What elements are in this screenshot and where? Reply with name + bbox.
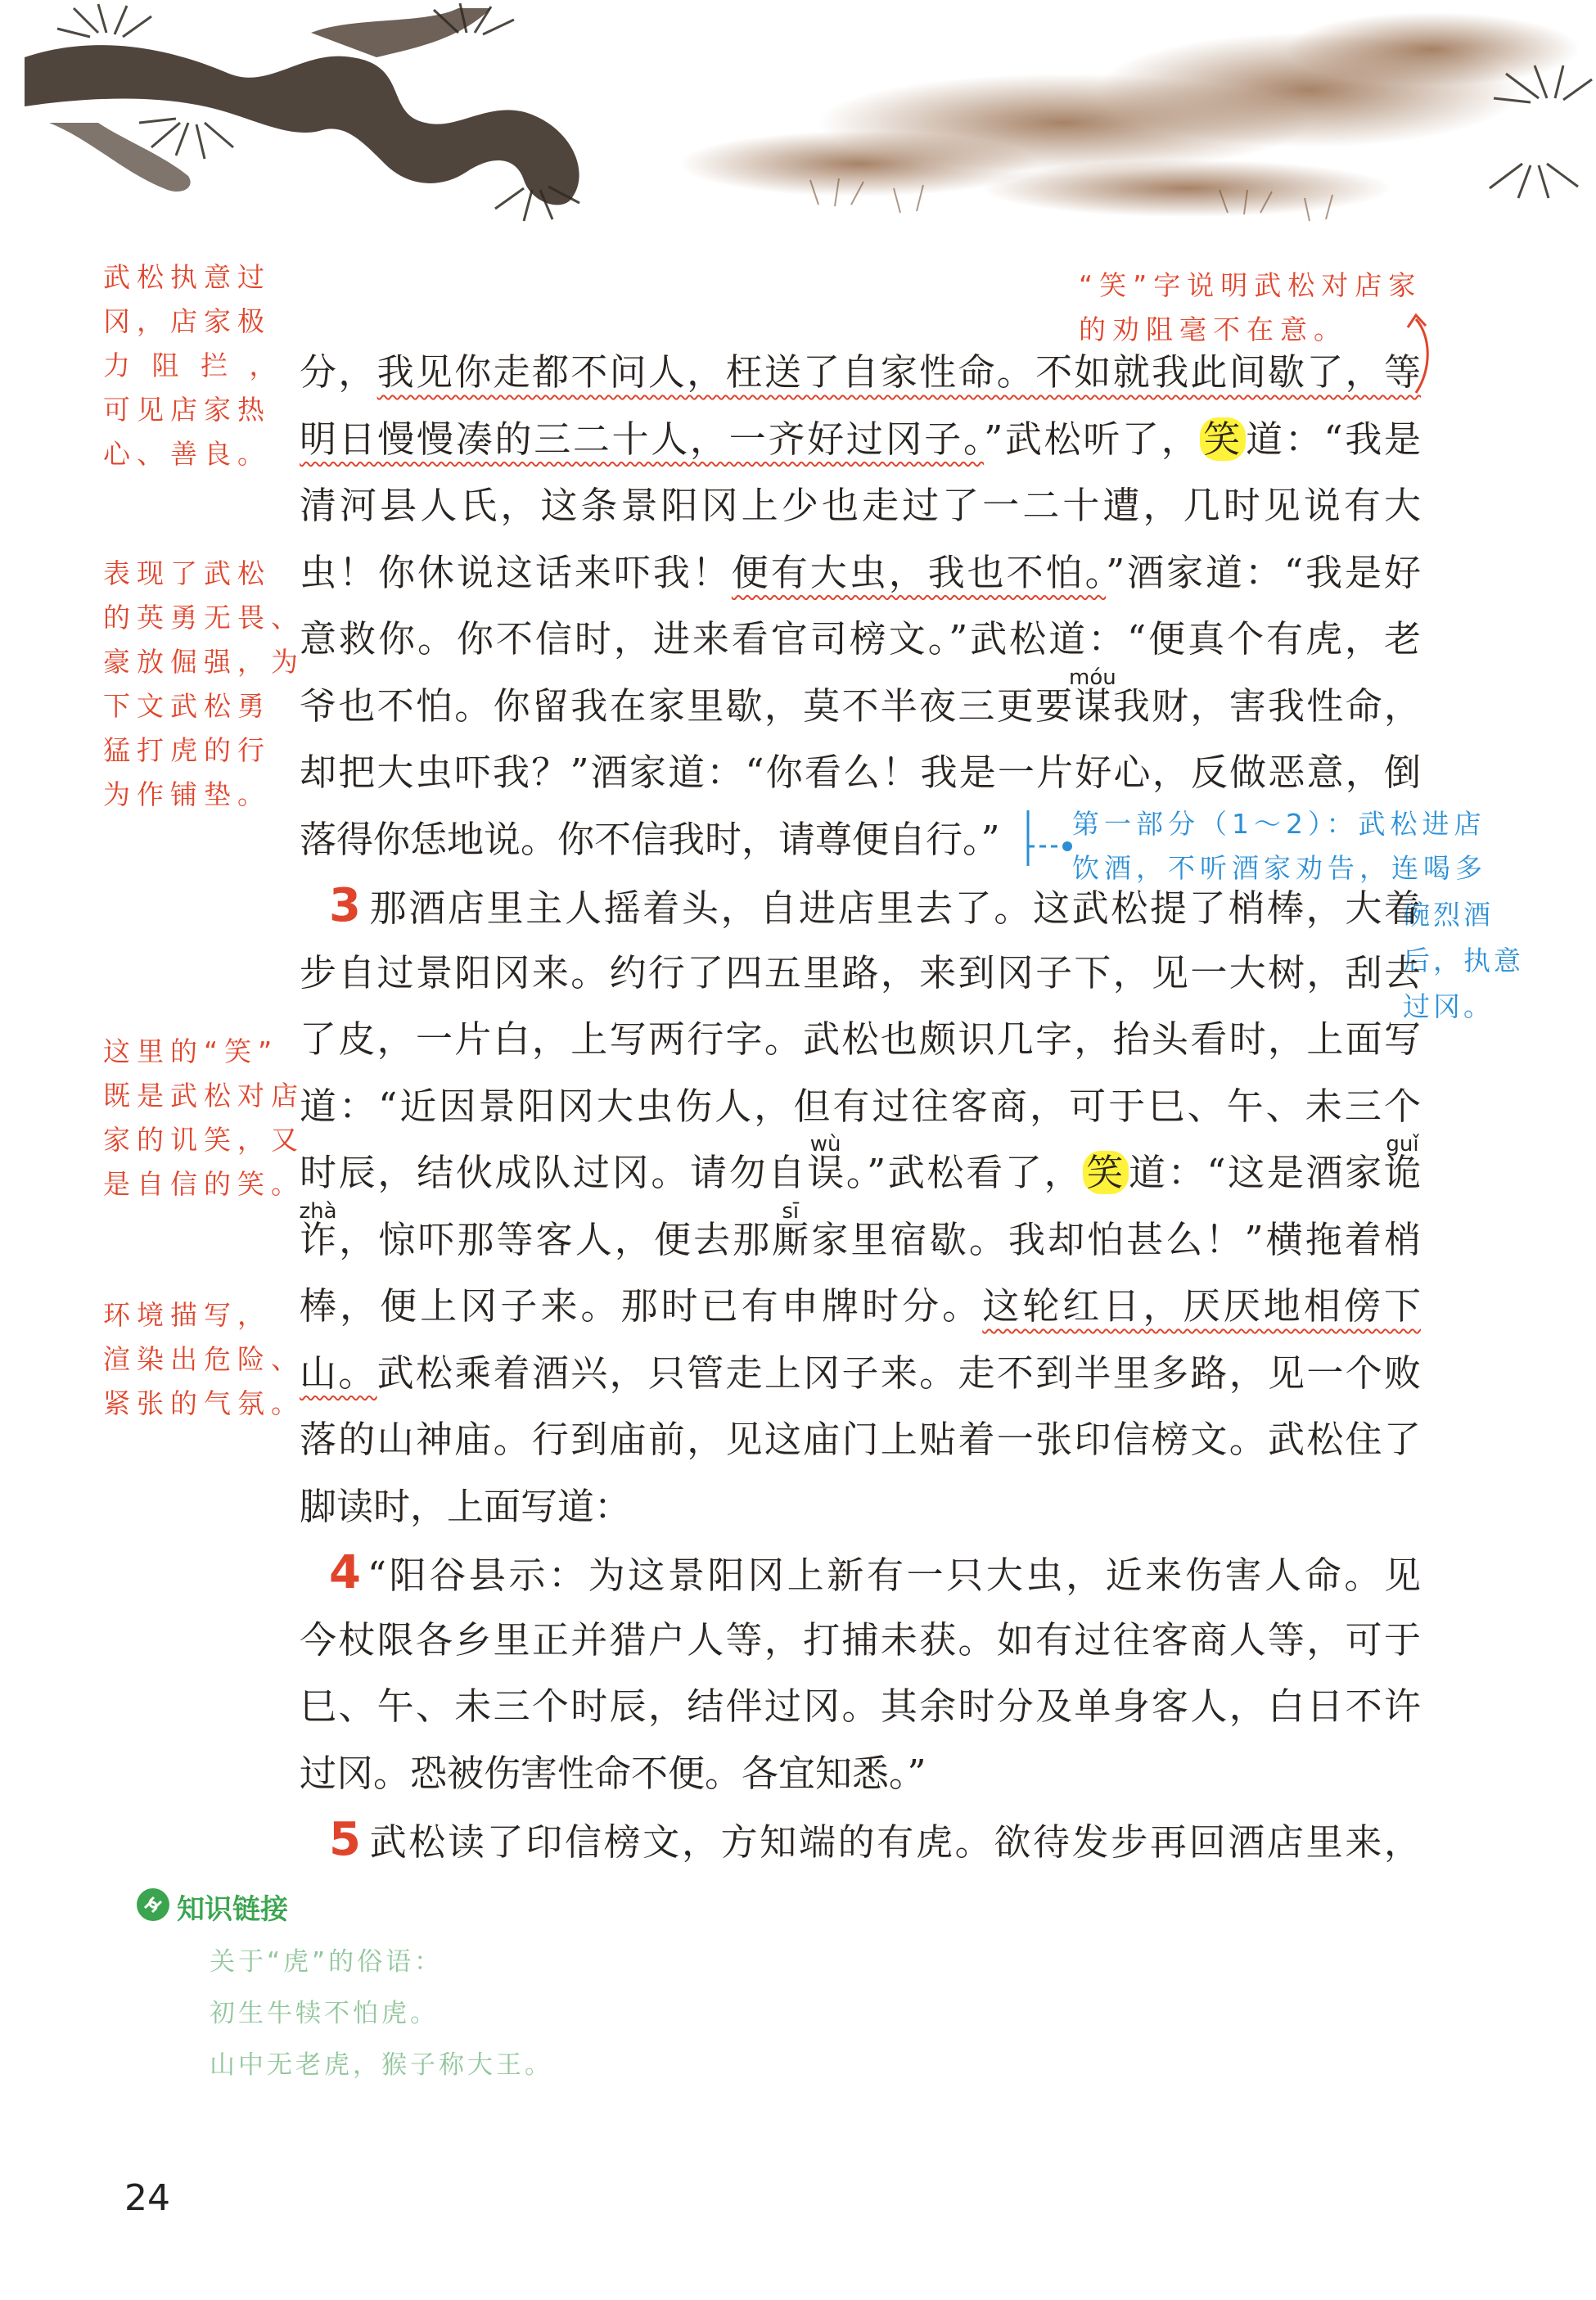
text-line [300, 1806, 1421, 1874]
highlight-laugh: 笑 [1200, 417, 1246, 461]
note-line: “笑”字说明武松对店家 [1079, 269, 1422, 301]
text-line: 了皮，一片白，上写两行字。武松也颇识几字，抬头看时，上面写 [300, 1017, 1421, 1061]
note-line: 冈，店家极 [103, 305, 271, 337]
note-laugh-irony [103, 1030, 304, 1206]
note-section-one-tail [1403, 892, 1524, 1030]
note-line: 过冈。 [1403, 990, 1494, 1022]
page-number: 24 [124, 2177, 170, 2219]
note-wusong-brave [103, 552, 304, 817]
text-line: 时辰，结伙成队过冈。请勿自 wù 误。”武松看了，笑道：“这是酒家 guǐ 诡 [300, 1139, 1421, 1206]
text-line: 过冈。恐被伤害性命不便。各宜知悉。” [300, 1751, 926, 1795]
paragraph-number: 3 [329, 879, 361, 932]
text-line: 今杖限各乡里正并猎户人等，打捕未获。如有过往客商人等，可于 [300, 1617, 1421, 1662]
text-line [300, 873, 1421, 940]
note-line: 力 阻 拦 ， [103, 350, 283, 381]
pinyin: móu [1069, 665, 1116, 690]
note-line: 渲染出危险、 [103, 1343, 304, 1375]
text-line: 棒，便上冈子来。那时已有申牌时分。这轮红日，厌厌地相傍下 [300, 1284, 1421, 1328]
paragraph-2-continued [300, 339, 1421, 873]
text-line: 却把大虫吓我？”酒家道：“你看么！我是一片好心，反做恶意，倒 [300, 751, 1421, 794]
note-line: 碗烈酒 [1403, 899, 1494, 931]
text-line: 明日慢慢凑的三二十人，一齐好过冈子。”武松听了，笑道：“我是 [300, 417, 1421, 461]
text-line: 步自过景阳冈来。约行了四五里路，来到冈子下，见一大树，刮去 [300, 950, 1421, 994]
text-line: 分，我见你走都不问人，枉送了自家性命。不如就我此间歇了，等 [300, 350, 1421, 394]
note-line: 这里的“笑” [103, 1035, 279, 1067]
note-line: 环境描写， [103, 1299, 271, 1331]
paragraph-number: 4 [329, 1546, 361, 1599]
pinyin: sī [782, 1198, 800, 1224]
note-line: 的劝阻毫不在意。 [1079, 313, 1347, 345]
text-line: 虫！你休说这话来吓我！便有大虫，我也不怕。”酒家道：“我是好 [300, 550, 1421, 594]
note-line: 为作铺垫。 [103, 778, 271, 810]
text-line: 山。武松乘着酒兴，只管走上冈子来。走不到半里多路，见一个败 [300, 1351, 1421, 1395]
note-line: 第一部分（1～2）：武松进店 [1072, 808, 1486, 840]
note-line: 心、善良。 [103, 438, 271, 470]
paragraph-5 [300, 1806, 1421, 1874]
proverb-line: 初生牛犊不怕虎。 [210, 1999, 439, 2028]
text-line: 落得你恁地说。你不信我时，请尊便自行。” [300, 817, 1000, 861]
line-text: “阳谷县示：为这景阳冈上新有一只大虫，近来伤害人命。见 [367, 1554, 1421, 1597]
proverb-line: 关于“虎”的俗语： [210, 1947, 444, 1977]
text-line: 脚读时，上面写道： [300, 1484, 632, 1528]
note-line: 既是武松对店 [103, 1080, 304, 1112]
pinyin-annotated-char: móu 谋 [1074, 673, 1111, 740]
line-text: 那酒店里主人摇着头，自进店里去了。这武松提了梢棒，大着 [367, 886, 1421, 930]
note-innkeeper-kind [103, 255, 282, 476]
proverb-line: 山中无老虎，猴子称大王。 [210, 2050, 553, 2080]
note-environment [103, 1293, 304, 1426]
text-line: 意救你。你不信时，进来看官司榜文。”武松道：“便真个有虎，老 [300, 617, 1421, 661]
text-line: 清河县人氏，这条景阳冈上少也走过了一二十遭，几时见说有大 [300, 484, 1421, 527]
paragraph-4 [300, 1540, 1421, 1806]
link-icon [135, 1887, 171, 1923]
pinyin-annotated-char: guǐ 诡 [1384, 1139, 1421, 1206]
text-line: 道：“近因景阳冈大虫伤人，但有过往客商，可于巳、午、未三个 [300, 1084, 1421, 1128]
note-line: 的英勇无畏、 [103, 602, 304, 634]
text-line: 巳、午、未三个时辰，结伴过冈。其余时分及单身客人，白日不许 [300, 1684, 1421, 1728]
note-line: 武松执意过 [103, 261, 271, 293]
line-text: 武松读了印信榜文，方知端的有虎。欲待发步再回酒店里来， [367, 1820, 1421, 1864]
pinyin-annotated-char: zhà 诈 [300, 1206, 336, 1274]
note-line: 家的讥笑，又 [103, 1124, 304, 1156]
highlight-laugh: 笑 [1083, 1151, 1129, 1194]
text-line: zhà 诈，惊吓那等客人，便去那 sī 厮家里宿歇。我却怕甚么！”横拖着梢 [300, 1206, 1421, 1274]
note-line: 饮酒，不听酒家劝告，连喝多 [1072, 852, 1487, 884]
ink-landscape-painting [0, 0, 1596, 270]
note-line: 下文武松勇 [103, 690, 271, 722]
knowledge-link-title: 知识链接 [177, 1893, 288, 1926]
note-line: 紧张的气氛。 [103, 1387, 304, 1419]
note-line: 表现了武松 [103, 557, 271, 589]
paragraph-number: 5 [329, 1813, 361, 1866]
text-line [300, 1540, 1421, 1607]
pinyin: wù [809, 1132, 841, 1157]
text-line: 落的山神庙。行到庙前，见这庙门上贴着一张印信榜文。武松住了 [300, 1418, 1421, 1461]
knowledge-link-content [210, 1937, 553, 2091]
note-line: 可见店家热 [103, 394, 271, 426]
note-line: 豪放倔强，为 [103, 646, 304, 678]
pinyin: guǐ [1386, 1132, 1419, 1157]
note-line: 猛打虎的行 [103, 734, 271, 766]
note-line: 后，执意 [1403, 945, 1524, 976]
paragraph-3 [300, 873, 1421, 1540]
pinyin: zhà [299, 1198, 337, 1224]
pinyin-annotated-char: sī 厮 [772, 1206, 809, 1274]
text-line: 爷也不怕。你留我在家里歇，莫不半夜三更要 móu 谋我财，害我性命， [300, 673, 1421, 740]
pinyin-annotated-char: wù 误 [807, 1139, 844, 1206]
note-line: 是自信的笑。 [103, 1168, 304, 1200]
